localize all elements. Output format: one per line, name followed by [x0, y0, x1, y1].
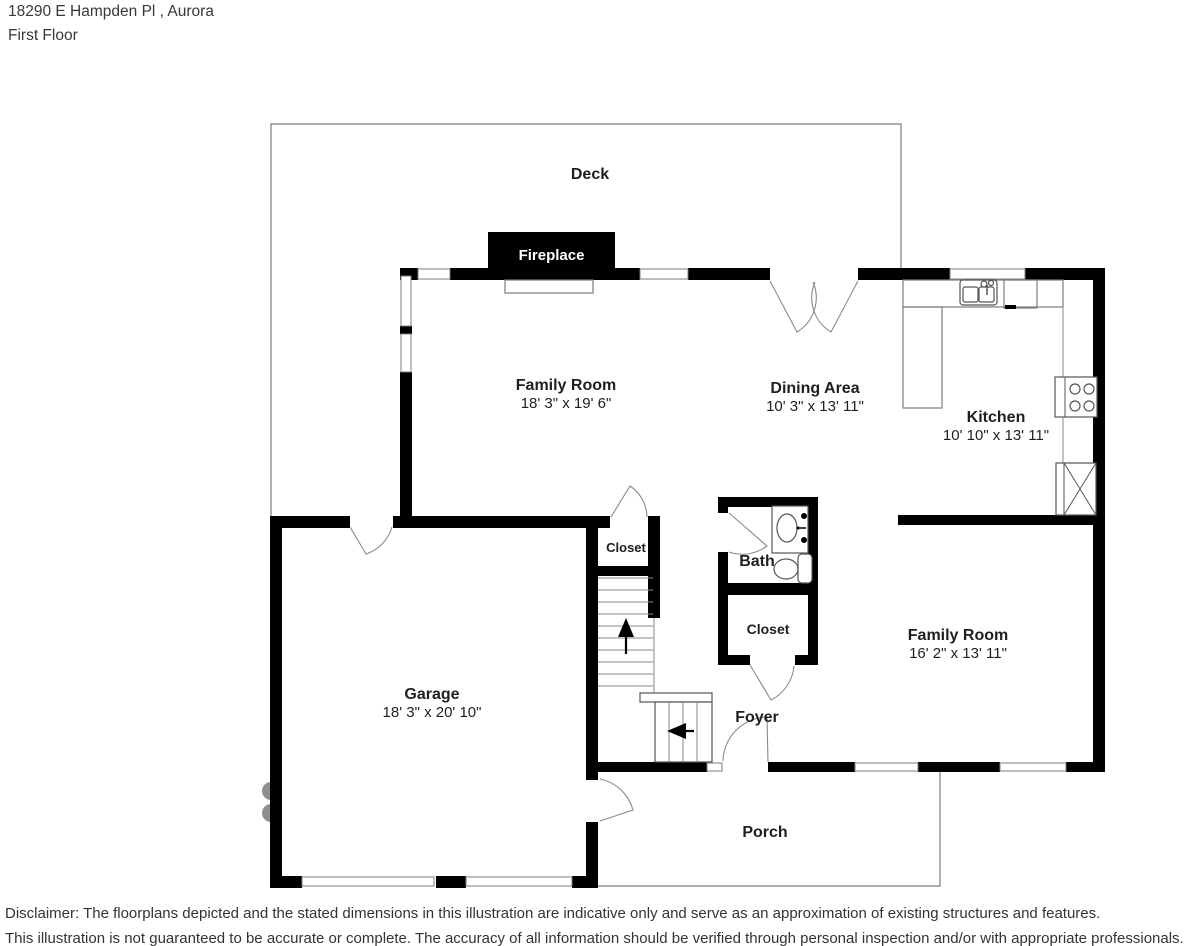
hall-closet-door: [750, 665, 794, 700]
garage-door-right: [466, 877, 572, 886]
dishwasher-icon: [1004, 280, 1037, 309]
stair-closet-door: [611, 486, 647, 517]
room-label-family-room-main: Family Room 18' 3" x 19' 6": [515, 377, 617, 412]
fireplace: [488, 232, 615, 279]
stair-landing: [640, 693, 712, 702]
kitchen-counter-left: [903, 307, 942, 408]
room-label-deck: Deck: [570, 166, 610, 183]
stairs-up-arrow-icon: [618, 618, 634, 654]
room-label-family-room-right: Family Room 16' 2" x 13' 11": [907, 627, 1009, 662]
bath-sink-icon: [772, 506, 808, 553]
fireplace-hearth: [505, 280, 593, 293]
floor-label: First Floor: [8, 26, 78, 44]
room-label-porch: Porch: [742, 824, 788, 841]
french-door-left: [770, 281, 816, 332]
room-label-foyer: Foyer: [735, 709, 779, 726]
porch-side-door: [600, 779, 633, 821]
kitchen-fixtures: [903, 280, 1097, 515]
stove-icon: [1055, 377, 1097, 417]
room-label-dining-area: Dining Area 10' 3" x 13' 11": [766, 380, 864, 415]
bath-fixtures: [772, 506, 812, 583]
refrigerator-icon: [1056, 463, 1096, 515]
garage-door-left: [302, 877, 434, 886]
room-label-garage: Garage 18' 3" x 20' 10": [382, 686, 482, 721]
disclaimer: [5, 902, 1188, 946]
room-label-bath: Bath: [739, 553, 775, 570]
windows: [302, 269, 1066, 886]
room-label-hall-closet: Closet: [746, 621, 790, 637]
fireplace-label: Fireplace: [518, 247, 585, 264]
french-door-right: [812, 281, 858, 332]
disclaimer-line-2: This illustration is not guaranteed to be accurate or complete. The accuracy of all information should be verified through personal inspection and/or with appropriate professionals.: [5, 929, 1184, 946]
address-text: 18290 E Hampden Pl , Aurora: [8, 3, 214, 20]
kitchen-sink-icon: [960, 280, 997, 305]
walls: [270, 268, 1105, 888]
garage-entry-door: [350, 527, 392, 554]
disclaimer-line-1: Disclaimer: The floorplans depicted and the stated dimensions in this illustration are indicative only and serve as an approximation of existing structures and features.: [5, 905, 1101, 922]
room-label-kitchen: Kitchen 10' 10" x 13' 11": [942, 409, 1050, 444]
room-label-stair-closet: Closet: [606, 540, 646, 555]
